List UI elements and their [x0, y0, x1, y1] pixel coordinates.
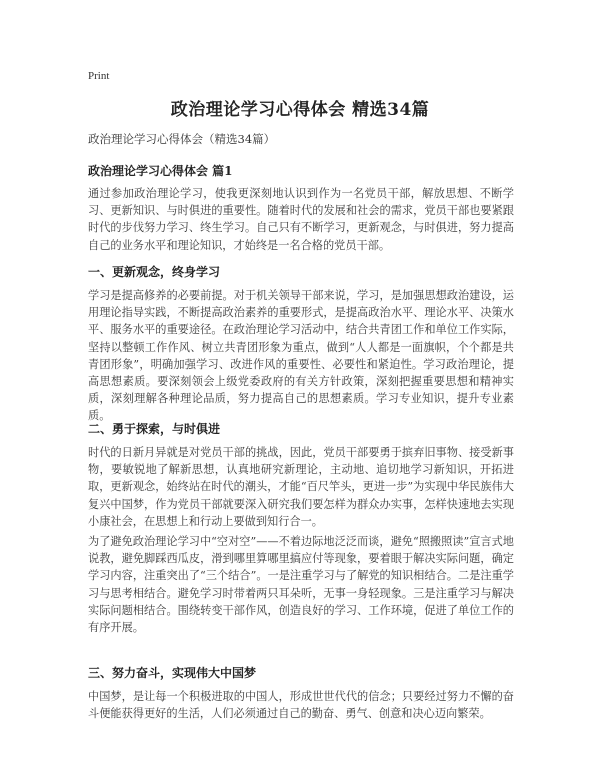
intro-paragraph: 通过参加政治理论学习，使我更深刻地认识到作为一名党员干部，解放思想、不断学习、更新知识、与时俱进的重要性。随着时代的发展和社会的需求，党员干部也要紧跟时代的步伐努力学习、终生学习。自己只有不断学习，更新观念，与时俱进，努力提高自己的业务水平和理论知识，才始终是一名合格的党员干部。	[88, 187, 514, 252]
section-3-paragraph: 中国梦，是让每一个积极进取的中国人，形成世世代代的信念；只要经过努力不懈的奋斗便能获得更好的生活，人们必须通过自己的勤奋、勇气、创意和决心迈向繁荣。	[88, 690, 514, 721]
document-subtitle: 政治理论学习心得体会（精选34篇）	[88, 132, 276, 146]
section-2-paragraph-1: 时代的日新月异就是对党员干部的挑战，因此，党员干部要勇于摈弃旧事物、接受新事物，要敏锐地了解新思想，认真地研究新理论，主动地、追切地学习新知识，开拓进取，更新观念，始终站在时代的潮头，才能“百尺竿头，更进一步”为实现中华民族伟大复兴中国梦，作为党员干部就要深入研究我们要怎样为群众办实事，怎样快速地去实现小康社会，在思想上和行动上要做到知行合一。	[88, 446, 514, 528]
document-title: 政治理论学习心得体会 精选34篇	[170, 100, 430, 120]
section-2-paragraph-2: 为了避免政治理论学习中“空对空”——不着边际地泛泛而谈，避免“照搬照读”宣言式地说教，避免脚踩西瓜皮，滑到哪里算哪里搞应付等现象，要着眼于解决实际问题，确定学习内容，注重突出了“三个结合”。一是注重学习与了解党的知识相结合。二是注重学习与思考相结合。避免学习时带着两只耳朵听，无事一身轻现象。三是注重学习与解决实际问题相结合。围绕转变干部作风，创造良好的学习、工作环境，促进了单位工作的有序开展。	[88, 535, 514, 635]
section-1-paragraph: 学习是提高修养的必要前提。对于机关领导干部来说，学习，是加强思想政治建设，运用理论指导实践，不断提高政治素养的重要形式，是提高政治水平、理论水平、决策水平、服务水平的重要途径。在政治理论学习活动中，结合共青团工作和单位工作实际，坚持以整顿工作作风、树立共青团形象为重点，做到“人人都是一面旗帜，个个都是共青团形象”，明确加强学习、改进作风的重要性、必要性和紧迫性。学习政治理论，提高思想素质。要深刻领会上级党委政府的有关方针政策，深刻把握重要思想和精神实质，深刻理解各种理论品质，努力提高自己的思想素质。学习专业知识，提升专业素质。	[88, 289, 514, 423]
section-2-heading: 二、勇于探索，与时俱进	[88, 422, 221, 436]
article-heading: 政治理论学习心得体会 篇1	[88, 164, 233, 178]
section-3-heading: 三、努力奋斗，实现伟大中国梦	[88, 666, 257, 680]
section-1-heading: 一、更新观念，终身学习	[88, 265, 221, 279]
print-label[interactable]: Print	[88, 70, 110, 82]
